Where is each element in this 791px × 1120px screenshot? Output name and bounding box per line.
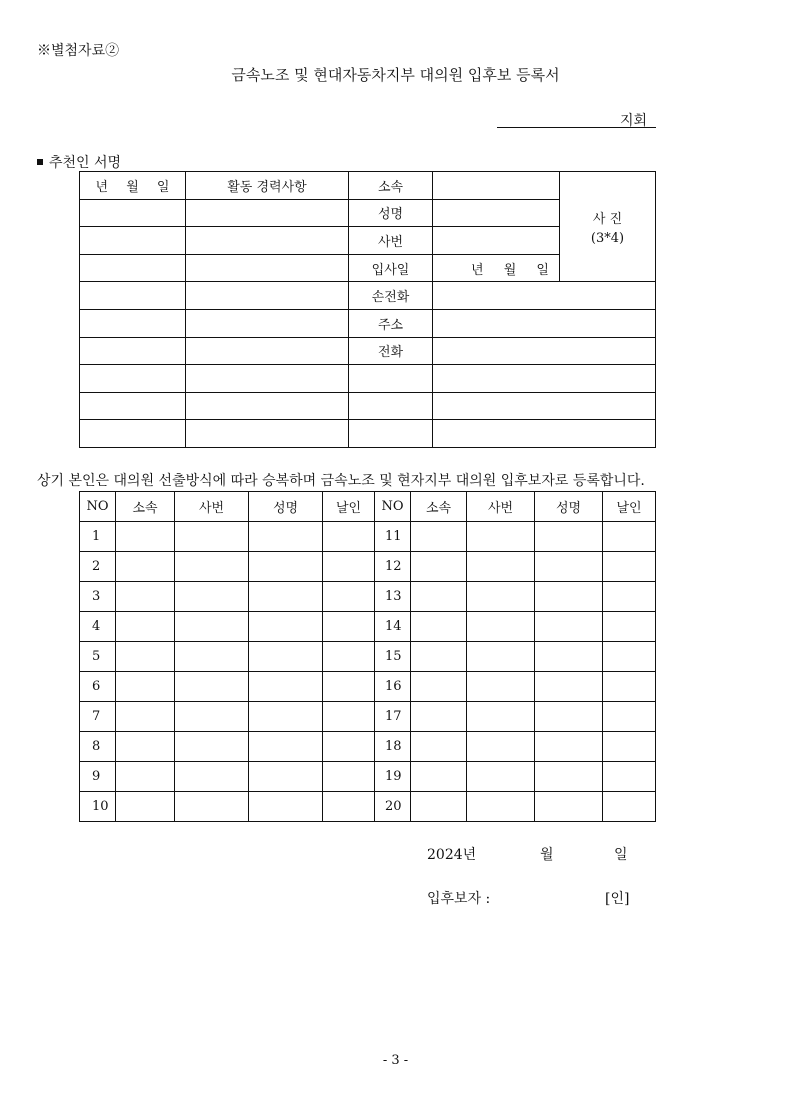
date-column-header: 년 월 일 bbox=[80, 172, 186, 200]
employee-number-cell[interactable] bbox=[467, 522, 535, 552]
affiliation-cell[interactable] bbox=[411, 702, 467, 732]
signature-row bbox=[80, 762, 656, 792]
affiliation-cell[interactable] bbox=[411, 642, 467, 672]
affiliation-cell[interactable] bbox=[116, 582, 175, 612]
signature-row bbox=[80, 522, 656, 552]
career-detail-cell[interactable] bbox=[186, 199, 349, 227]
seal-cell[interactable] bbox=[323, 762, 375, 792]
name-cell[interactable] bbox=[535, 642, 603, 672]
seal-cell[interactable] bbox=[603, 792, 656, 822]
employee-number-cell[interactable] bbox=[175, 762, 249, 792]
date-month: 월 bbox=[540, 847, 554, 863]
row-number: 18 bbox=[375, 732, 411, 762]
affiliation-cell[interactable] bbox=[411, 732, 467, 762]
career-detail-cell[interactable] bbox=[186, 420, 349, 448]
career-column-header: 활동 경력사항 bbox=[186, 172, 349, 200]
name-cell[interactable] bbox=[535, 732, 603, 762]
affiliation-cell[interactable] bbox=[116, 612, 175, 642]
signature-row bbox=[80, 702, 656, 732]
signature-row bbox=[80, 792, 656, 822]
header-affiliation: 소속 bbox=[116, 492, 175, 522]
phone-input[interactable] bbox=[433, 337, 656, 365]
affiliation-cell[interactable] bbox=[116, 732, 175, 762]
field-label-phone: 전화 bbox=[349, 337, 433, 365]
signature-table bbox=[79, 491, 656, 822]
join-date-input[interactable]: 년 월 일 bbox=[433, 254, 560, 282]
name-cell[interactable] bbox=[535, 522, 603, 552]
row-number: 19 bbox=[375, 762, 411, 792]
career-date-cell[interactable] bbox=[80, 199, 186, 227]
row-number: 10 bbox=[80, 792, 116, 822]
employee-number-cell[interactable] bbox=[467, 732, 535, 762]
employee-number-input[interactable] bbox=[433, 227, 560, 255]
blank-cell[interactable] bbox=[433, 420, 656, 448]
name-cell[interactable] bbox=[535, 792, 603, 822]
row-number: 13 bbox=[375, 582, 411, 612]
employee-number-cell[interactable] bbox=[467, 672, 535, 702]
header-no: NO bbox=[80, 492, 116, 522]
affiliation-cell[interactable] bbox=[116, 672, 175, 702]
career-date-cell[interactable] bbox=[80, 309, 186, 337]
seal-cell[interactable] bbox=[603, 732, 656, 762]
seal-cell[interactable] bbox=[323, 522, 375, 552]
row-number: 4 bbox=[80, 612, 116, 642]
affiliation-cell[interactable] bbox=[411, 762, 467, 792]
blank-cell[interactable] bbox=[433, 392, 656, 420]
page-number: - 3 - bbox=[382, 1053, 409, 1068]
career-detail-cell[interactable] bbox=[186, 392, 349, 420]
employee-number-cell[interactable] bbox=[175, 612, 249, 642]
employee-number-cell[interactable] bbox=[467, 552, 535, 582]
photo-box bbox=[560, 172, 656, 282]
row-number: 8 bbox=[80, 732, 116, 762]
seal-cell[interactable] bbox=[603, 522, 656, 552]
affiliation-cell[interactable] bbox=[116, 642, 175, 672]
name-cell[interactable] bbox=[535, 672, 603, 702]
field-label-employee-number: 사번 bbox=[349, 227, 433, 255]
name-cell[interactable] bbox=[249, 762, 323, 792]
employee-number-cell[interactable] bbox=[467, 642, 535, 672]
header-employee-number: 사번 bbox=[175, 492, 249, 522]
seal-cell[interactable] bbox=[323, 672, 375, 702]
row-number: 20 bbox=[375, 792, 411, 822]
employee-number-cell[interactable] bbox=[175, 552, 249, 582]
row-number: 3 bbox=[80, 582, 116, 612]
row-number: 14 bbox=[375, 612, 411, 642]
applicant-label: 입후보자 : bbox=[427, 891, 491, 907]
row-number: 7 bbox=[80, 702, 116, 732]
name-cell[interactable] bbox=[535, 552, 603, 582]
seal-cell[interactable] bbox=[323, 732, 375, 762]
affiliation-cell[interactable] bbox=[116, 762, 175, 792]
career-date-cell[interactable] bbox=[80, 337, 186, 365]
seal-cell[interactable] bbox=[603, 672, 656, 702]
field-label-affiliation: 소속 bbox=[349, 172, 433, 200]
recommender-table bbox=[79, 171, 656, 448]
employee-number-cell[interactable] bbox=[467, 762, 535, 792]
row-number: 5 bbox=[80, 642, 116, 672]
row-number: 9 bbox=[80, 762, 116, 792]
header-name: 성명 bbox=[535, 492, 603, 522]
pledge-statement: 상기 본인은 대의원 선출방식에 따라 승복하며 금속노조 및 현자지부 대의원 입후보자로 등록합니다. bbox=[37, 473, 645, 489]
attachment-label: ※별첨자료② bbox=[37, 43, 120, 59]
career-detail-cell[interactable] bbox=[186, 254, 349, 282]
row-number: 15 bbox=[375, 642, 411, 672]
blank-cell[interactable] bbox=[349, 420, 433, 448]
signature-row bbox=[80, 732, 656, 762]
row-number: 12 bbox=[375, 552, 411, 582]
row-number: 2 bbox=[80, 552, 116, 582]
row-number: 16 bbox=[375, 672, 411, 702]
name-cell[interactable] bbox=[535, 702, 603, 732]
seal-cell[interactable] bbox=[323, 582, 375, 612]
field-label-name: 성명 bbox=[349, 199, 433, 227]
affiliation-cell[interactable] bbox=[411, 672, 467, 702]
employee-number-cell[interactable] bbox=[175, 582, 249, 612]
employee-number-cell[interactable] bbox=[175, 642, 249, 672]
employee-number-cell[interactable] bbox=[467, 582, 535, 612]
document-title: 금속노조 및 현대자동차지부 대의원 입후보 등록서 bbox=[231, 66, 560, 84]
employee-number-cell[interactable] bbox=[175, 732, 249, 762]
career-date-cell[interactable] bbox=[80, 227, 186, 255]
name-cell[interactable] bbox=[535, 612, 603, 642]
affiliation-cell[interactable] bbox=[116, 702, 175, 732]
name-cell[interactable] bbox=[249, 672, 323, 702]
field-label-address: 주소 bbox=[349, 309, 433, 337]
employee-number-cell[interactable] bbox=[175, 522, 249, 552]
employee-number-cell[interactable] bbox=[175, 792, 249, 822]
branch-suffix: 지회 bbox=[620, 113, 648, 129]
header-affiliation: 소속 bbox=[411, 492, 467, 522]
row-number: 1 bbox=[80, 522, 116, 552]
career-detail-cell[interactable] bbox=[186, 227, 349, 255]
name-cell[interactable] bbox=[249, 582, 323, 612]
seal-cell[interactable] bbox=[603, 582, 656, 612]
signature-row bbox=[80, 642, 656, 672]
name-input[interactable] bbox=[433, 199, 560, 227]
career-detail-cell[interactable] bbox=[186, 309, 349, 337]
employee-number-cell[interactable] bbox=[175, 702, 249, 732]
signature-header-row bbox=[80, 492, 656, 522]
header-name: 성명 bbox=[249, 492, 323, 522]
seal-mark: [인] bbox=[605, 891, 630, 907]
signature-row bbox=[80, 672, 656, 702]
date-day: 일 bbox=[614, 847, 628, 863]
field-label-mobile: 손전화 bbox=[349, 282, 433, 310]
field-label-join-date: 입사일 bbox=[349, 254, 433, 282]
seal-cell[interactable] bbox=[603, 642, 656, 672]
seal-cell[interactable] bbox=[603, 612, 656, 642]
name-cell[interactable] bbox=[535, 582, 603, 612]
signature-row bbox=[80, 582, 656, 612]
date-year: 2024년 bbox=[427, 847, 477, 863]
seal-cell[interactable] bbox=[323, 702, 375, 732]
affiliation-cell[interactable] bbox=[411, 582, 467, 612]
header-employee-number: 사번 bbox=[467, 492, 535, 522]
affiliation-cell[interactable] bbox=[411, 612, 467, 642]
photo-label: 사 진 bbox=[592, 211, 623, 227]
row-number: 17 bbox=[375, 702, 411, 732]
signature-row bbox=[80, 552, 656, 582]
blank-cell[interactable] bbox=[349, 392, 433, 420]
affiliation-cell[interactable] bbox=[116, 522, 175, 552]
address-input[interactable] bbox=[433, 309, 656, 337]
recommender-section-label: 추천인 서명 bbox=[37, 152, 121, 172]
name-cell[interactable] bbox=[249, 642, 323, 672]
career-detail-cell[interactable] bbox=[186, 365, 349, 393]
name-cell[interactable] bbox=[249, 552, 323, 582]
blank-cell[interactable] bbox=[349, 365, 433, 393]
seal-cell[interactable] bbox=[603, 702, 656, 732]
name-cell[interactable] bbox=[249, 702, 323, 732]
mobile-input[interactable] bbox=[433, 282, 656, 310]
employee-number-cell[interactable] bbox=[175, 672, 249, 702]
header-seal: 날인 bbox=[603, 492, 656, 522]
employee-number-cell[interactable] bbox=[467, 792, 535, 822]
career-detail-cell[interactable] bbox=[186, 282, 349, 310]
affiliation-cell[interactable] bbox=[411, 522, 467, 552]
employee-number-cell[interactable] bbox=[467, 702, 535, 732]
row-number: 11 bbox=[375, 522, 411, 552]
name-cell[interactable] bbox=[249, 612, 323, 642]
career-date-cell[interactable] bbox=[80, 282, 186, 310]
name-cell[interactable] bbox=[535, 762, 603, 792]
affiliation-cell[interactable] bbox=[411, 792, 467, 822]
name-cell[interactable] bbox=[249, 792, 323, 822]
affiliation-cell[interactable] bbox=[411, 552, 467, 582]
career-date-cell[interactable] bbox=[80, 420, 186, 448]
seal-cell[interactable] bbox=[323, 552, 375, 582]
name-cell[interactable] bbox=[249, 732, 323, 762]
affiliation-cell[interactable] bbox=[116, 792, 175, 822]
photo-size-label: (3*4) bbox=[590, 230, 625, 246]
employee-number-cell[interactable] bbox=[467, 612, 535, 642]
seal-cell[interactable] bbox=[323, 612, 375, 642]
seal-cell[interactable] bbox=[603, 762, 656, 792]
signature-row bbox=[80, 612, 656, 642]
affiliation-input[interactable] bbox=[433, 172, 560, 200]
row-number: 6 bbox=[80, 672, 116, 702]
affiliation-cell[interactable] bbox=[116, 552, 175, 582]
career-detail-cell[interactable] bbox=[186, 337, 349, 365]
bullet-square-icon bbox=[37, 159, 43, 165]
header-seal: 날인 bbox=[323, 492, 375, 522]
blank-cell[interactable] bbox=[433, 365, 656, 393]
seal-cell[interactable] bbox=[323, 792, 375, 822]
header-no: NO bbox=[375, 492, 411, 522]
career-date-cell[interactable] bbox=[80, 365, 186, 393]
career-date-cell[interactable] bbox=[80, 254, 186, 282]
seal-cell[interactable] bbox=[603, 552, 656, 582]
seal-cell[interactable] bbox=[323, 642, 375, 672]
career-date-cell[interactable] bbox=[80, 392, 186, 420]
name-cell[interactable] bbox=[249, 522, 323, 552]
